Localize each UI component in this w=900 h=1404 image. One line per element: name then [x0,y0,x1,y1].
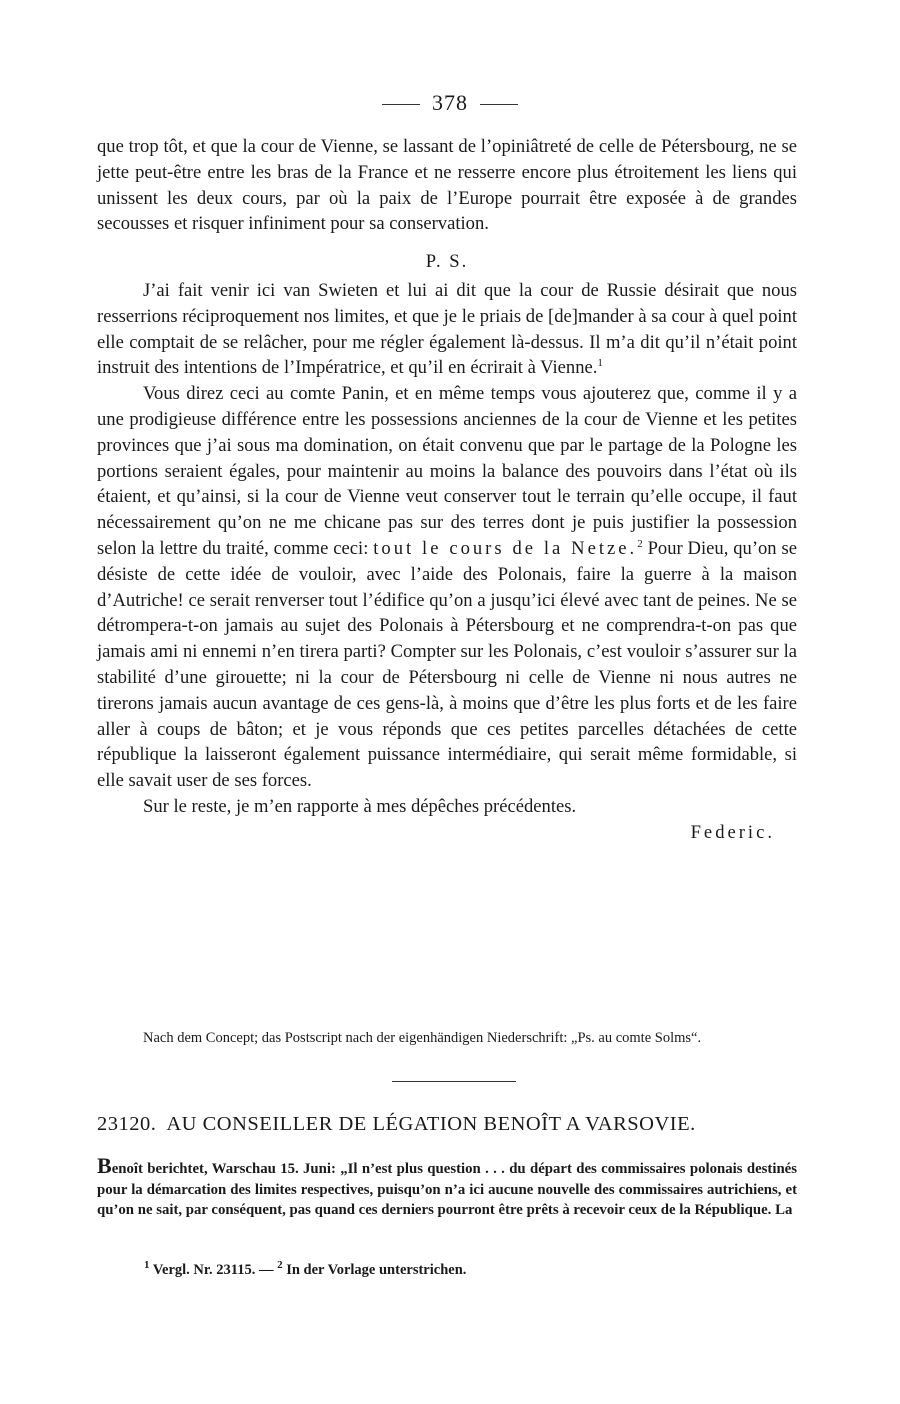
ps-para1-text: J’ai fait venir ici van Swieten et lui ai dit que la cour de Russie désirait que nous resserrions réciproquement nos limites, et que je le priais de [de]mander à sa cour à quel point elle comptait de se relâcher, pour me régler également là-dessus. Il m’a dit qu’il n’était point instruit des intentions de l’Impératrice, et qu’il en écrirait à Vienne. [97,279,797,379]
ps-para2-text-a: Vous direz ceci au comte Panin, et en même temps vous ajouterez que, comme il y a une prodigieuse différence entre les possessions anciennes de la cour de Vienne et les petites provinces que j’ai sous ma domination, on était convenu que par le partage de la Pologne les portions seraient égales, pour maintenir au moins la balance des pouvoirs dans l’état où ils étaient, et qu’ainsi, si la cour de Vienne veut conserver tout le terrain qu’elle occupe, il faut nécessairement qu’on ne me chicane pas sur des terres dont je puis justifier la possession selon la lettre du traité, comme ceci: [97,383,797,559]
letter-body [97,134,797,846]
postscript-title: P. S. [425,251,469,273]
section-title: AU CONSEILLER DE LÉGATION BENOÎT A VARSOVIE. [166,1113,696,1135]
footnote-1-text: Vergl. Nr. 23115. — [152,1262,274,1278]
section-body-text: enoît berichtet, Warschau 15. Juni: „Il n’est plus question . . . du départ des commissaires polonais destinés pour la démarcation des limites respectives, puisqu’on n’a ici aucune nouvelle des commissaires autrichiens, et qu’on ne sait, par conséquent, pas quand ces derniers pourront être prêts à recevoir ceux de la République. La [97,1161,797,1218]
section-number: 23120. [97,1113,157,1135]
ps-para2-emphasis: tout le cours de la Netze. [373,537,638,559]
ps-para2-text-b: Pour Dieu, qu’on se désiste de cette idée de vouloir, avec l’aide des Polonais, faire la guerre à la maison d’Autriche! ce serait renverser tout l’édifice qu’on a jusqu’ici élevé avec tant de peines. Ne se détrompera-t-on jamais au sujet des Polonais à Pétersbourg et ne comprendra-t-on pas que jamais ami ni ennemi n’en tirera parti? Compter sur les Polonais, c’est vouloir s’assurer sur la stabilité d’une girouette; ni la cour de Pétersbourg ni celle de Vienne ni nous autres ne tirerons jamais aucun avantage de ces gens-là, à moins que d’être les plus forts et de les faire aller à coups de bâton; et je vous réponds que ces petites parcelles détachées de cette république la laisseront également puissance intermédiaire, qui serait même formidable, si elle savait user de ses forces. [97,537,797,792]
signature: Federic. [690,821,775,843]
section-divider [392,1081,516,1082]
footnote-ref-1: 1 [597,357,603,370]
footnote-2-mark: 2 [277,1259,283,1272]
section-dropcap: B [97,1153,112,1178]
source-note: Nach dem Concept; das Postscript nach der eigenhändigen Niederschrift: „Ps. au comte Solms“. [143,1030,702,1046]
footnote-ref-2: 2 [637,537,643,550]
postscript-paragraph-3: Sur le reste, je m’en rapporte à mes dépêches précédentes. [143,795,577,817]
paragraph-continuation: que trop tôt, et que la cour de Vienne, se lassant de l’opiniâtreté de celle de Pétersbourg, ne se jette peut-être entre les bras de la France et ne resserre encore plus étroitement les liens qui unissent les deux cours, par où la paix de l’Europe pourrait être exposée à de grandes secousses et risquer infiniment pour sa conservation. [97,136,797,235]
section-heading [97,1113,803,1136]
header-dash-left [382,104,420,105]
page-number: 378 [432,90,468,115]
postscript-paragraph-2 [97,381,797,794]
header-dash-right [480,104,518,105]
section-body [97,1153,797,1221]
footnote-1-mark: 1 [144,1259,150,1272]
page-header [0,90,900,116]
footnote-2-text: In der Vorlage unterstrichen. [286,1262,467,1278]
postscript-paragraph-1 [97,278,797,381]
footnotes [144,1259,794,1279]
